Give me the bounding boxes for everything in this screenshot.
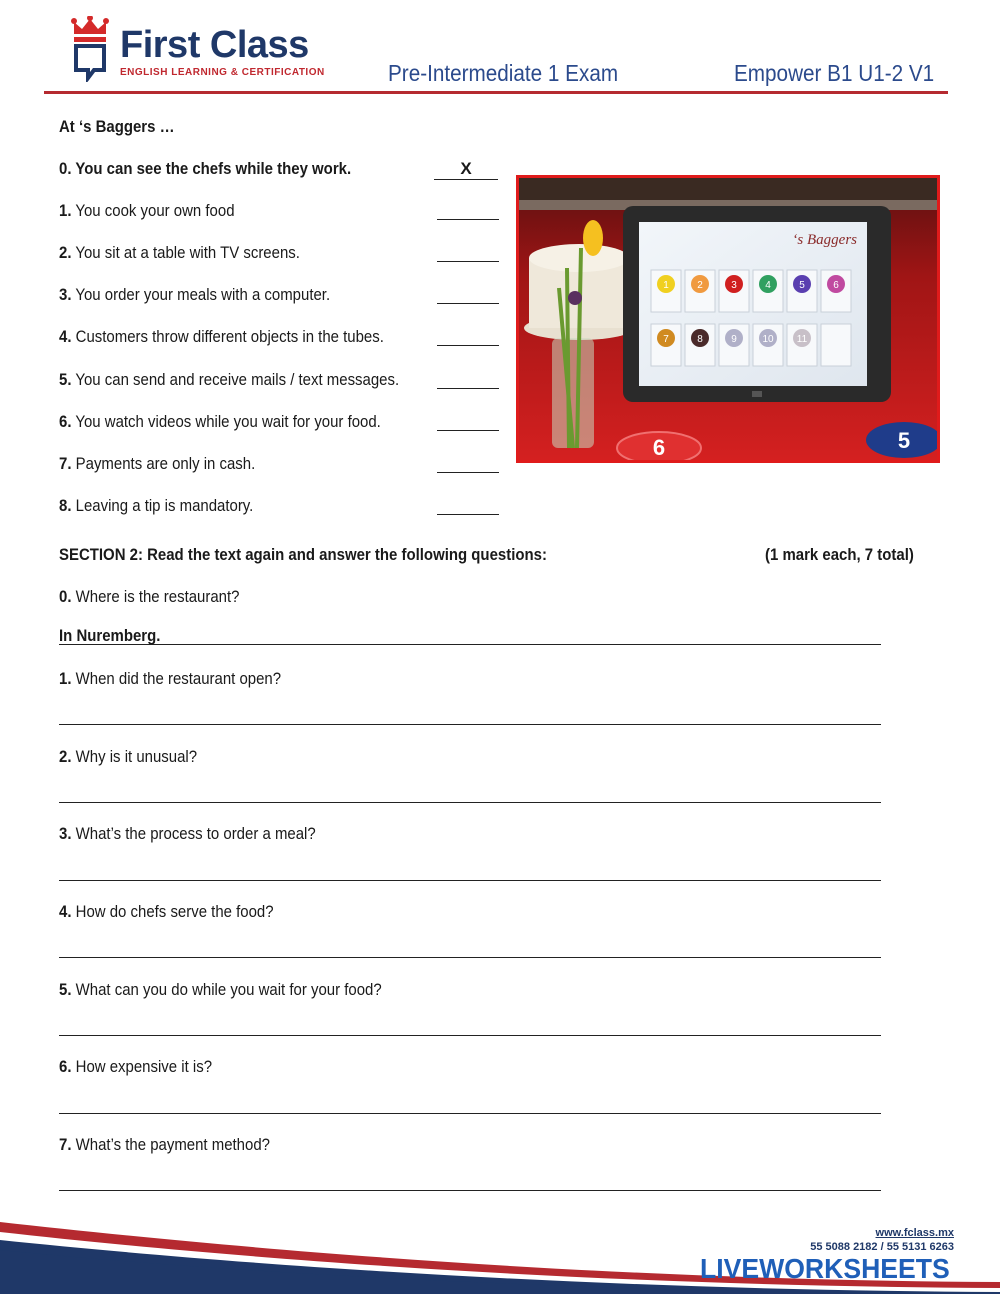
item-number: 3. [59, 285, 72, 304]
item-text: You sit at a table with TV screens. [75, 243, 300, 262]
item-text: You watch videos while you wait for your food. [75, 412, 381, 431]
answer-line[interactable] [59, 1190, 881, 1191]
list-item [59, 327, 384, 347]
item-number: 6. [59, 412, 72, 431]
answer-blank[interactable] [437, 325, 499, 346]
question-text: What’s the payment method? [75, 1135, 270, 1154]
liveworksheets-watermark: LIVEWORKSHEETS [700, 1253, 950, 1284]
answer-line[interactable] [59, 1113, 881, 1114]
item-text: Payments are only in cash. [75, 454, 256, 473]
example-item [59, 159, 351, 179]
answer-line[interactable] [59, 1035, 881, 1036]
section2-marks: (1 mark each, 7 total) [765, 545, 914, 564]
order-button-label: 3 [731, 280, 737, 291]
question-text: How do chefs serve the food? [75, 902, 274, 921]
brand-logo [70, 16, 340, 86]
exam-title: Pre-Intermediate 1 Exam [388, 60, 619, 86]
answer-blank[interactable] [437, 241, 499, 262]
answer-line[interactable] [59, 802, 881, 803]
question-item [59, 980, 382, 1000]
question-item [59, 902, 274, 922]
restaurant-photo-illustration [519, 178, 937, 460]
answer-line[interactable] [59, 880, 881, 881]
question-item [59, 747, 197, 767]
order-button-label: 7 [663, 334, 669, 345]
question-text: How expensive it is? [75, 1057, 213, 1076]
answer-line[interactable] [59, 957, 881, 958]
example-question [59, 587, 239, 607]
question-number: 0. [59, 587, 72, 606]
order-button-label: 8 [697, 334, 703, 345]
question-number: 5. [59, 980, 72, 999]
list-item [59, 201, 235, 221]
item-text: You cook your own food [75, 201, 235, 220]
question-number: 1. [59, 669, 72, 688]
question-text: What’s the process to order a meal? [75, 824, 316, 843]
order-button-label: 6 [833, 280, 839, 291]
list-item [59, 454, 255, 474]
order-button-label: 10 [762, 334, 774, 345]
table-number: 6 [652, 435, 666, 460]
question-text: What can you do while you wait for your food? [75, 980, 382, 999]
example-answer: X [434, 159, 498, 180]
question-number: 7. [59, 1135, 72, 1154]
question-number: 6. [59, 1057, 72, 1076]
question-number: 2. [59, 747, 72, 766]
item-number: 7. [59, 454, 72, 473]
question-item [59, 1135, 270, 1155]
crown-chat-icon [70, 16, 114, 82]
footer-website[interactable]: www.fclass.mx [875, 1227, 954, 1239]
answer-blank[interactable] [437, 283, 499, 304]
question-item [59, 824, 316, 844]
item-text: You can see the chefs while they work. [75, 159, 352, 178]
item-text: Customers throw different objects in the tubes. [75, 327, 384, 346]
order-button-label: 2 [697, 280, 703, 291]
answer-blank[interactable] [437, 410, 499, 431]
answer-line [59, 644, 881, 645]
answer-line[interactable] [59, 724, 881, 725]
screen-title: ‘s Baggers [792, 232, 857, 248]
footer-phone: 55 5088 2182 / 55 5131 6263 [810, 1241, 954, 1253]
answer-blank[interactable] [437, 368, 499, 389]
item-number: 0. [59, 159, 72, 178]
table-number: 5 [897, 428, 911, 453]
question-item [59, 669, 281, 689]
brand-name: First Class [120, 24, 309, 66]
item-number: 8. [59, 496, 72, 515]
list-item [59, 496, 253, 516]
section2-heading: SECTION 2: Read the text again and answer the following questions: [59, 545, 547, 564]
question-number: 4. [59, 902, 72, 921]
answer-blank[interactable] [437, 494, 499, 515]
list-item [59, 285, 330, 305]
answer-blank[interactable] [437, 452, 499, 473]
order-button-label: 9 [731, 334, 737, 345]
question-item [59, 1057, 212, 1077]
question-text: When did the restaurant open? [75, 669, 282, 688]
item-number: 4. [59, 327, 72, 346]
example-answer-text: In Nuremberg. [59, 626, 161, 645]
order-button-cell [821, 324, 851, 366]
item-number: 2. [59, 243, 72, 262]
item-number: 1. [59, 201, 72, 220]
question-number: 3. [59, 824, 72, 843]
answer-blank[interactable] [437, 199, 499, 220]
order-button-label: 1 [663, 280, 669, 291]
list-item [59, 243, 300, 263]
list-item [59, 412, 381, 432]
question-text: Where is the restaurant? [75, 587, 240, 606]
order-button-label: 11 [796, 334, 808, 345]
brand-tagline: ENGLISH LEARNING & CERTIFICATION [120, 67, 325, 78]
item-text: Leaving a tip is mandatory. [75, 496, 254, 515]
header-divider [44, 91, 948, 94]
item-text: You order your meals with a computer. [75, 285, 331, 304]
question-text: Why is it unusual? [75, 747, 198, 766]
section1-intro: At ‘s Baggers … [59, 117, 175, 136]
item-number: 5. [59, 370, 72, 389]
list-item [59, 370, 399, 390]
order-button-label: 4 [765, 280, 771, 291]
order-button-label: 5 [799, 280, 805, 291]
restaurant-photo [516, 175, 940, 463]
exam-code: Empower B1 U1-2 V1 [734, 60, 935, 86]
item-text: You can send and receive mails / text messages. [75, 370, 400, 389]
